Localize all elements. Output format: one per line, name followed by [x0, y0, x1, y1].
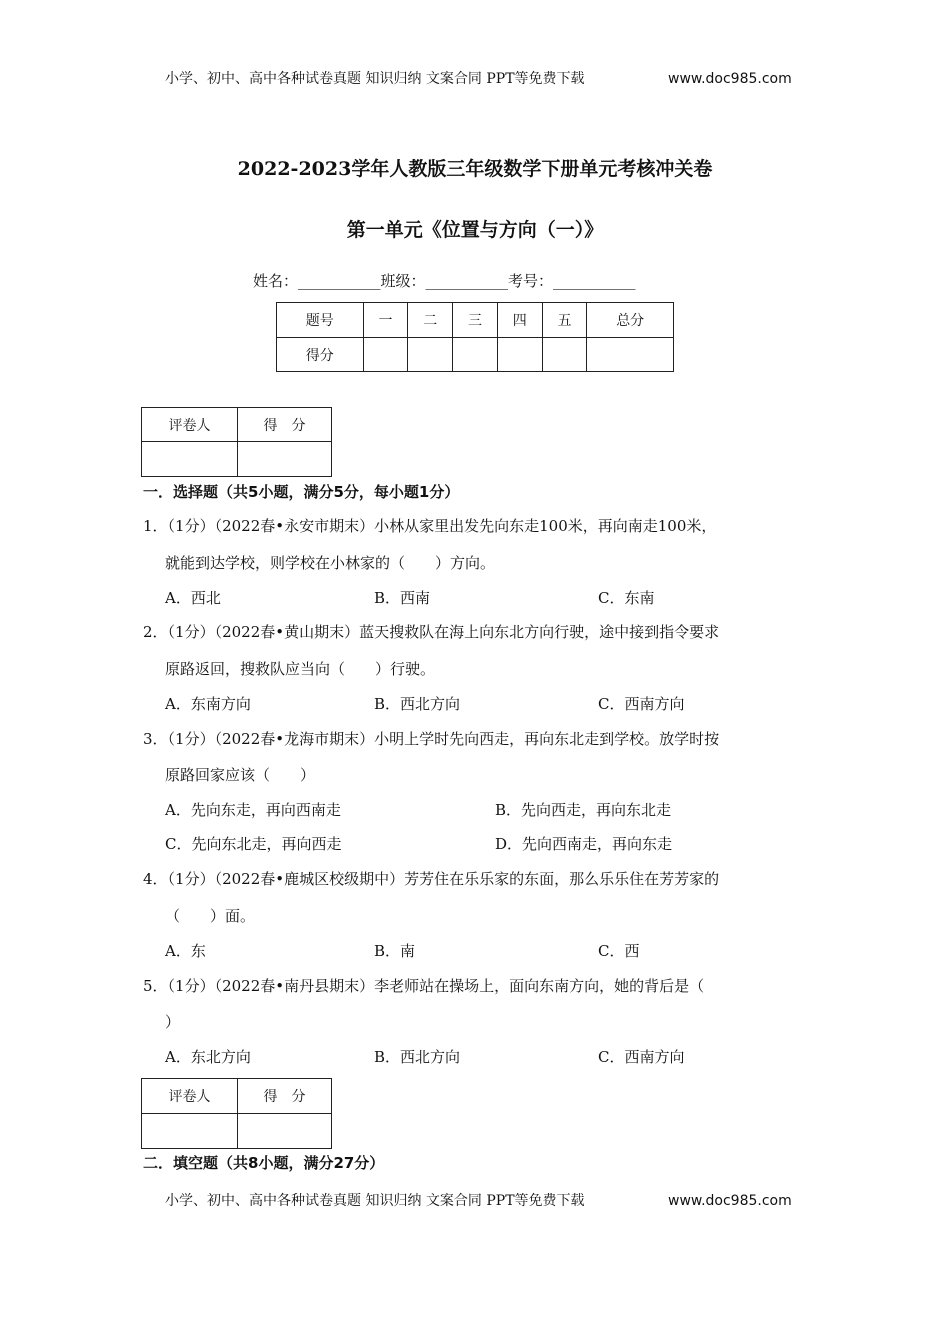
q4-option-c: C．西 — [598, 942, 640, 960]
q4-line1: 4．（1分）（2022春•鹿城区校级期中）芳芳住在乐乐家的东面，那么乐乐住在芳芳家的 — [143, 870, 720, 888]
cell: 评卷人 — [142, 1079, 238, 1114]
cell — [238, 442, 332, 477]
q3-line2: 原路回家应该（ ） — [165, 766, 316, 784]
q5-line1: 5．（1分）（2022春•南丹县期末）李老师站在操场上，面向东南方向，她的背后是（ — [143, 977, 705, 995]
score-table — [276, 302, 674, 372]
section-1-heading: 一．选择题（共5小题，满分5分，每小题1分） — [143, 483, 460, 501]
cell: 得 分 — [238, 408, 332, 442]
header-text: 小学、初中、高中各种试卷真题 知识归纳 文案合同 PPT等免费下载 — [165, 71, 585, 87]
q4-line2: （ ）面。 — [165, 907, 256, 925]
q3-line1: 3．（1分）（2022春•龙海市期末）小明上学时先向西走，再向东北走到学校。放学时按 — [143, 730, 720, 748]
q5-option-a: A．东北方向 — [165, 1048, 251, 1066]
q2-option-a: A．东南方向 — [165, 695, 251, 713]
cell: 四 — [497, 303, 542, 338]
page-title: 2022-2023学年人教版三年级数学下册单元考核冲关卷 — [237, 158, 713, 180]
cell — [497, 338, 542, 372]
q1-option-a: A．西北 — [165, 589, 221, 607]
cell: 得分 — [277, 338, 364, 372]
q4-option-a: A．东 — [165, 942, 206, 960]
header-site: www.doc985.com — [668, 71, 792, 87]
cell — [142, 442, 238, 477]
q4-option-b: B．南 — [374, 942, 416, 960]
cell — [238, 1114, 332, 1149]
q3-option-d: D．先向西南走，再向东走 — [495, 835, 673, 853]
q5-line2: ） — [165, 1013, 181, 1031]
q1-option-b: B．西南 — [374, 589, 431, 607]
cell — [453, 338, 498, 372]
cell — [408, 338, 453, 372]
page-subtitle: 第一单元《位置与方向（一）》 — [346, 219, 604, 241]
cell — [542, 338, 587, 372]
grader-table-1 — [141, 407, 332, 477]
cell: 一 — [363, 303, 408, 338]
cell: 评卷人 — [142, 408, 238, 442]
section-2-heading: 二．填空题（共8小题，满分27分） — [143, 1154, 385, 1172]
cell: 五 — [542, 303, 587, 338]
cell: 题号 — [277, 303, 364, 338]
q3-option-c: C．先向东北走，再向西走 — [165, 835, 342, 853]
q2-line1: 2．（1分）（2022春•黄山期末）蓝天搜救队在海上向东北方向行驶，途中接到指令要求 — [143, 623, 720, 641]
q5-option-b: B．西北方向 — [374, 1048, 461, 1066]
footer-site: www.doc985.com — [668, 1193, 792, 1209]
q3-option-a: A．先向东走，再向西南走 — [165, 801, 341, 819]
footer-text: 小学、初中、高中各种试卷真题 知识归纳 文案合同 PPT等免费下载 — [165, 1193, 585, 1209]
cell: 总分 — [587, 303, 674, 338]
cell — [587, 338, 674, 372]
student-info: 姓名：___________班级：___________考号：___________ — [253, 272, 636, 290]
q5-option-c: C．西南方向 — [598, 1048, 685, 1066]
cell — [363, 338, 408, 372]
q1-line2: 就能到达学校，则学校在小林家的（ ）方向。 — [165, 554, 496, 572]
cell: 三 — [453, 303, 498, 338]
grader-table-2 — [141, 1078, 332, 1149]
cell: 得 分 — [238, 1079, 332, 1114]
q2-option-c: C．西南方向 — [598, 695, 685, 713]
q3-option-b: B．先向西走，再向东北走 — [495, 801, 672, 819]
q1-option-c: C．东南 — [598, 589, 655, 607]
cell — [142, 1114, 238, 1149]
q2-option-b: B．西北方向 — [374, 695, 461, 713]
cell: 二 — [408, 303, 453, 338]
q1-line1: 1．（1分）（2022春•永安市期末）小林从家里出发先向东走100米，再向南走100米， — [143, 517, 717, 535]
q2-line2: 原路返回，搜救队应当向（ ）行驶。 — [165, 660, 436, 678]
